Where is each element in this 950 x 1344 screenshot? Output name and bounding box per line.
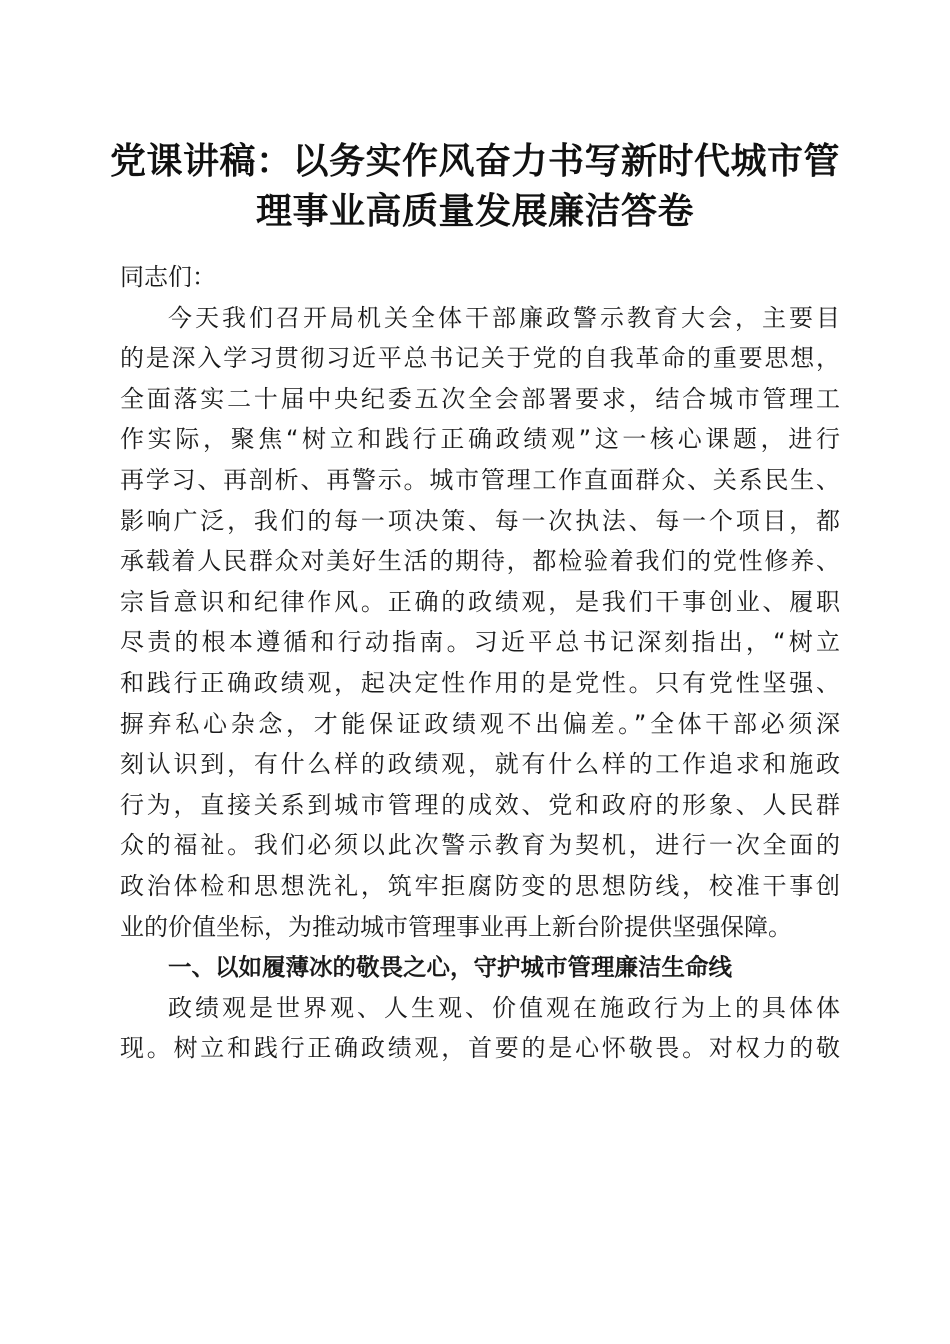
paragraph-line: 政治体检和思想洗礼，筑牢拒腐防变的思想防线，校准干事创 [120, 871, 840, 900]
paragraph-line: 尽责的根本遵循和行动指南。习近平总书记深刻指出，“树立 [120, 628, 840, 657]
paragraph-line: 行为，直接关系到城市管理的成效、党和政府的形象、人民群 [120, 790, 840, 819]
paragraph-line: 作实际，聚焦“树立和践行正确政绩观”这一核心课题，进行 [120, 425, 840, 454]
section-1 [120, 947, 840, 988]
paragraph-line: 承载着人民群众对美好生活的期待，都检验着我们的党性修养、 [120, 547, 840, 576]
paragraph-line: 今天我们召开局机关全体干部廉政警示教育大会，主要目 [168, 303, 840, 332]
paragraph-line: 众的福祉。我们必须以此次警示教育为契机，进行一次全面的 [120, 831, 840, 860]
title-line: 理事业高质量发展廉洁答卷 [255, 190, 694, 232]
paragraph-line: 和践行正确政绩观，起决定性作用的是党性。只有党性坚强、 [120, 668, 840, 697]
salutation [120, 257, 840, 298]
paragraph-line: 政绩观是世界观、人生观、价值观在施政行为上的具体体 [168, 993, 840, 1022]
document-body [120, 257, 840, 1069]
paragraph-line: 的是深入学习贯彻习近平总书记关于党的自我革命的重要思想， [120, 344, 840, 373]
section-heading: 一、以如履薄冰的敬畏之心，守护城市管理廉洁生命线 [168, 953, 732, 982]
paragraph-line: 现。树立和践行正确政绩观，首要的是心怀敬畏。对权力的敬 [120, 1034, 840, 1063]
document-title [100, 136, 850, 236]
paragraph-line: 摒弃私心杂念，才能保证政绩观不出偏差。”全体干部必须深 [120, 709, 840, 738]
paragraph-line: 影响广泛，我们的每一项决策、每一次执法、每一个项目，都 [120, 506, 840, 535]
paragraph-line: 业的价值坐标，为推动城市管理事业再上新台阶提供坚强保障。 [120, 912, 792, 941]
title-line: 党课讲稿：以务实作风奋力书写新时代城市管 [109, 140, 840, 182]
paragraph-1 [120, 298, 840, 948]
paragraph-line: 宗旨意识和纪律作风。正确的政绩观，是我们干事创业、履职 [120, 587, 840, 616]
paragraph-line: 全面落实二十届中央纪委五次全会部署要求，结合城市管理工 [120, 384, 840, 413]
paragraph-line: 再学习、再剖析、再警示。城市管理工作直面群众、关系民生、 [120, 465, 840, 494]
salutation-text: 同志们： [120, 263, 216, 291]
paragraph-2 [120, 988, 840, 1069]
paragraph-line: 刻认识到，有什么样的政绩观，就有什么样的工作追求和施政 [120, 750, 840, 779]
